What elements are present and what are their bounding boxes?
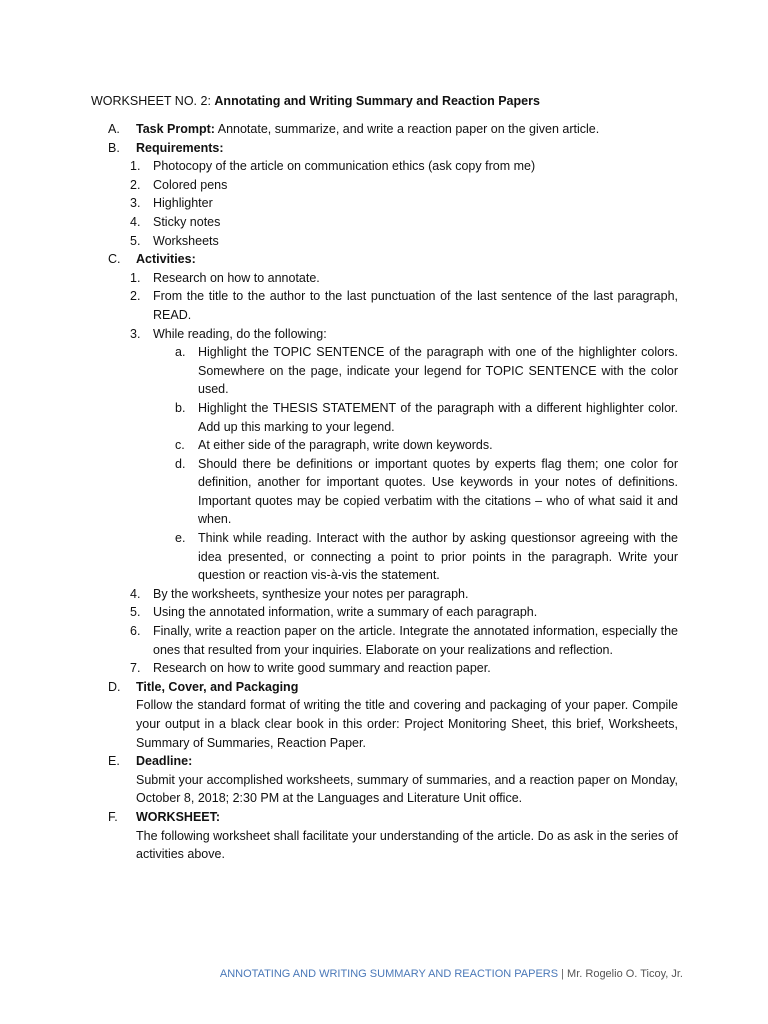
list-item	[108, 325, 678, 585]
list-number: 2.	[130, 177, 141, 192]
list-item-text: Research on how to write good summary and reaction paper.	[153, 661, 491, 676]
section-title-cover-packaging	[108, 678, 678, 752]
list-item	[108, 213, 678, 232]
section-letter: F.	[108, 809, 118, 824]
list-item-text: Sticky notes	[153, 214, 221, 229]
section-text: The following worksheet shall facilitate your understanding of the article. Do as ask in the series of activities above.	[136, 828, 678, 862]
section-heading: Title, Cover, and Packaging	[136, 679, 299, 694]
list-number: 2.	[130, 289, 141, 304]
section-heading: Requirements:	[136, 140, 224, 155]
list-number: 4.	[130, 586, 141, 601]
list-number: 6.	[130, 624, 141, 639]
section-letter: D.	[108, 679, 121, 694]
section-heading: Task Prompt:	[136, 122, 215, 136]
list-item	[108, 622, 678, 659]
list-item-text: By the worksheets, synthesize your notes per paragraph.	[153, 586, 469, 601]
section-letter: A.	[108, 122, 120, 136]
sub-list-item-text: Think while reading. Interact with the author by asking questionsor agreeing with the idea presented, or connecting a point to prior points in the paragraph. Write your question or reaction vis-à-vis the statement.	[198, 531, 678, 583]
section-text: Submit your accomplished worksheets, summary of summaries, and a reaction paper on Monday, October 8, 2018; 2:30 PM at the Languages and Literature Unit office.	[136, 772, 678, 806]
reading-steps-list	[153, 343, 678, 585]
list-number: 7.	[130, 661, 141, 676]
list-item-text: Worksheets	[153, 233, 219, 248]
list-item-text: While reading, do the following:	[153, 326, 327, 341]
list-item-text: Colored pens	[153, 177, 228, 192]
document-body	[108, 120, 678, 864]
list-item-text: Using the annotated information, write a summary of each paragraph.	[153, 605, 538, 620]
section-task-prompt	[108, 120, 678, 139]
section-deadline	[108, 752, 678, 808]
sub-list-item-text: Highlight the TOPIC SENTENCE of the paragraph with one of the highlighter colors. Somewhere on the page, indicate your legend for TOPIC SENTENCE with the color used.	[198, 345, 678, 397]
section-letter: B.	[108, 140, 120, 155]
list-item-text: Photocopy of the article on communication ethics (ask copy from me)	[153, 159, 536, 174]
list-item-text: Highlighter	[153, 196, 213, 211]
list-item-text: Finally, write a reaction paper on the article. Integrate the annotated information, especially the ones that resulted from your inquiries. Elaborate on your realizations and reflection.	[153, 624, 678, 657]
list-item	[108, 603, 678, 622]
worksheet-title-main: Annotating and Writing Summary and Reaction Papers	[214, 94, 540, 108]
list-item-text: From the title to the author to the last punctuation of the last sentence of the last paragraph, READ.	[153, 289, 678, 322]
list-number: 5.	[130, 233, 141, 248]
list-number: 1.	[130, 159, 141, 174]
list-item-text: Research on how to annotate.	[153, 270, 320, 285]
sub-list-item	[153, 455, 678, 529]
footer-separator: |	[558, 968, 568, 980]
list-number: 1.	[130, 270, 141, 285]
list-item	[108, 194, 678, 213]
sub-list-item-text: At either side of the paragraph, write down keywords.	[198, 438, 493, 453]
sub-list-letter: d.	[175, 456, 186, 471]
list-item	[108, 176, 678, 195]
section-requirements	[108, 139, 678, 158]
sub-list-letter: b.	[175, 400, 186, 415]
activities-list	[108, 269, 678, 678]
worksheet-title	[91, 92, 540, 110]
worksheet-title-prefix: WORKSHEET NO. 2:	[91, 94, 215, 108]
section-worksheet	[108, 808, 678, 864]
sub-list-letter: c.	[175, 438, 185, 453]
list-number: 5.	[130, 605, 141, 620]
section-heading: Deadline:	[136, 754, 193, 769]
section-activities	[108, 250, 678, 269]
list-number: 3.	[130, 196, 141, 211]
section-heading: WORKSHEET:	[136, 809, 221, 824]
section-text: Follow the standard format of writing the title and covering and packaging of your paper. Compile your output in a black clear book in this order: Project Monitoring Sheet, this brief, Worksheets, Summary of Summaries, Reaction Paper.	[136, 698, 678, 750]
page-footer	[0, 968, 683, 980]
requirements-list	[108, 157, 678, 250]
list-item	[108, 232, 678, 251]
list-number: 3.	[130, 326, 141, 341]
sub-list-item	[153, 436, 678, 455]
list-number: 4.	[130, 214, 141, 229]
sub-list-item	[153, 399, 678, 436]
list-item	[108, 269, 678, 288]
list-item	[108, 585, 678, 604]
list-item	[108, 157, 678, 176]
section-letter: E.	[108, 754, 120, 769]
sub-list-letter: e.	[175, 531, 186, 546]
footer-author: Mr. Rogelio O. Ticoy, Jr.	[567, 968, 683, 980]
footer-title: ANNOTATING AND WRITING SUMMARY AND REACTION PAPERS	[219, 968, 559, 980]
list-item	[108, 659, 678, 678]
sub-list-item-text: Highlight the THESIS STATEMENT of the paragraph with a different highlighter color. Add up this marking to your legend.	[198, 400, 678, 434]
sub-list-item-text: Should there be definitions or important quotes by experts flag them; one color for definition, another for important quotes. Use keywords in your notes of definitions. Important quotes may be copied verbatim with the citations – who of what said it and when.	[198, 456, 678, 527]
sub-list-letter: a.	[175, 345, 186, 360]
section-heading: Activities:	[136, 252, 196, 267]
sub-list-item	[153, 529, 678, 585]
section-text: Annotate, summarize, and write a reaction paper on the given article.	[214, 122, 600, 136]
section-letter: C.	[108, 252, 121, 267]
sub-list-item	[153, 343, 678, 399]
list-item	[108, 287, 678, 324]
